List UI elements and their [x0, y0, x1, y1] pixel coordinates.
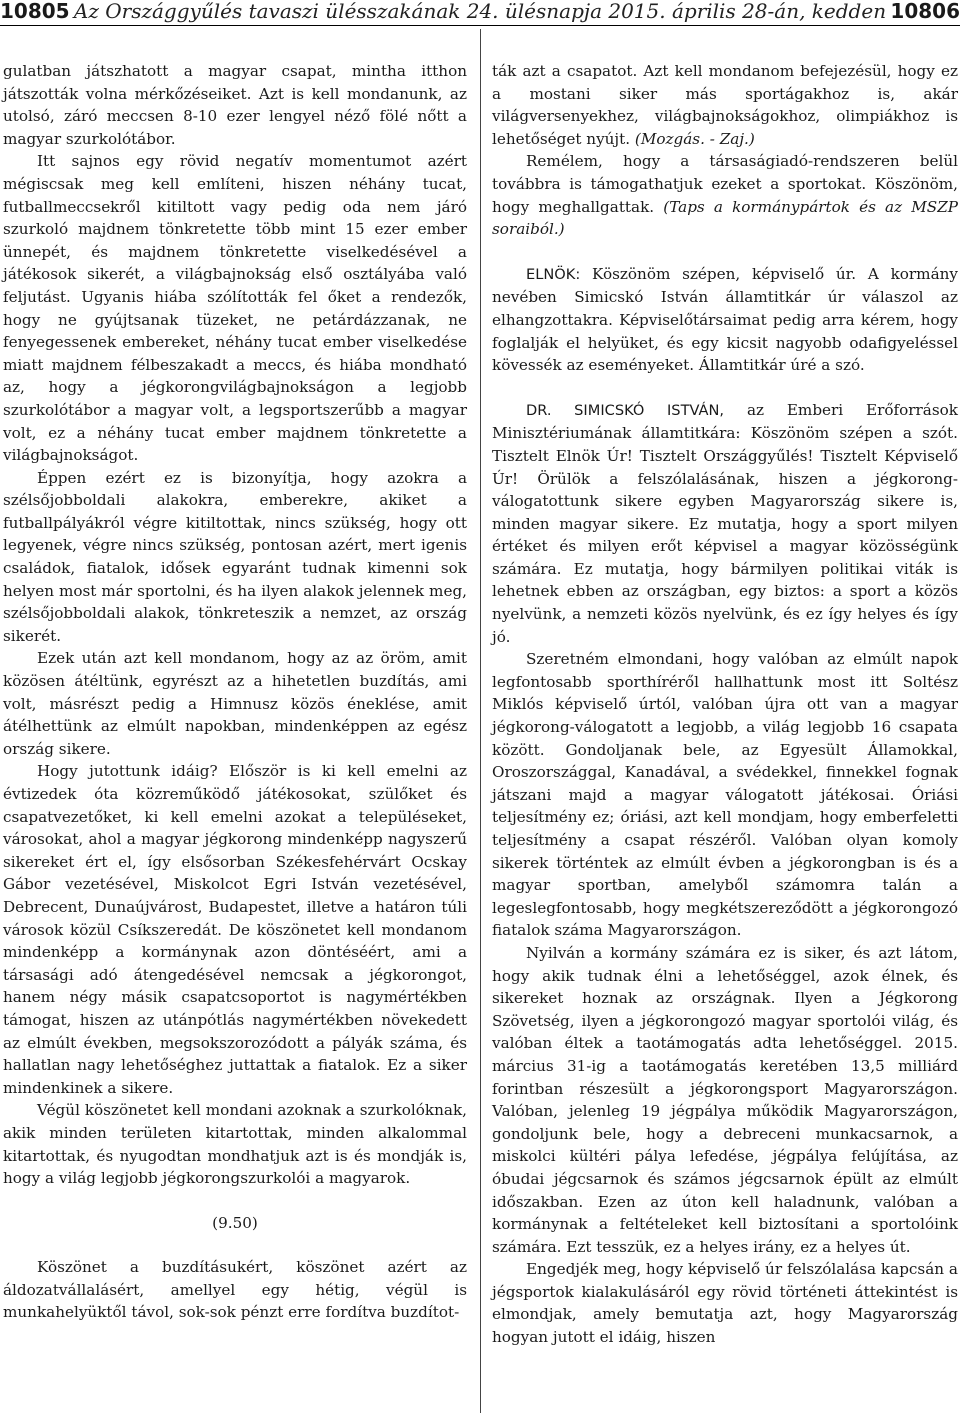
paragraph: Éppen ezért ez is bizonyítja, hogy azokra a szélsőjobboldali alakokra, emberekre, akiket a futballpályákról végre kitiltottak, nincs szükség, hogy ott legyenek, végre nincs szükség, pontosan azért, mert igenis családok, fiatalok, idősek egyaránt tudnak kimenni sok helyen most már sportolni, és ha ilyen alakok jelennek meg, szélsőjobboldali alakok, tönkreteszik a nemzet, az ország sikerét. — [3, 468, 467, 645]
header-rule — [0, 25, 960, 26]
paragraph: Engedjék meg, hogy képviselő úr felszólalása kapcsán a jégsportok kialakulásáról egy rövid történeti áttekintést is elmondjak, amely bemutatja azt, hogy Magyarország hogyan jutott el idáig, hiszen — [492, 1260, 958, 1347]
paragraph-text: Köszönöm szépen, képviselő úr. A kormány nevében Simicskó István államtitkár úr válaszol az elhangzottakra. Képviselőtársaimat pedig arra kérem, hogy foglalják el helyüket, és egy kicsit nagyobb odafigyeléssel kövessék az eseményeket. Államtitkár úré a szó. — [492, 264, 958, 375]
stage-direction: (Mozgás. - Zaj.) — [634, 129, 755, 148]
page-number-right: 10806 — [890, 0, 960, 23]
paragraph: Ezek után azt kell mondanom, hogy az az öröm, amit közösen átéltünk, egyrészt az a hihetetlen buzdítás, ami volt, másrészt pedig a Himnusz közös éneklése, amit átélhettünk az elmúlt napokban, mindenképpen az egész ország sikere. — [3, 649, 467, 758]
paragraph: gulatban játszhatott a magyar csapat, mintha itthon játszották volna mérkőzéseiket. Azt is kell mondanunk, az utolsó, záró meccsen 8-10 ezer lengyel néző fölé nőtt a magyar szurkolótábor. — [3, 62, 467, 148]
paragraph: Köszönet a buzdításukért, köszönet azért az áldozatvállalásért, amellyel egy hétig, végül is munkahelyüktől távol, sok-sok pénzt erre fordítva buzdítot- — [3, 1258, 467, 1322]
left-column — [3, 60, 467, 1324]
paragraph: Nyilván a kormány számára ez is siker, és azt látom, hogy akik tudnak élni a lehetőséggel, azok élnek, és sikereket hoznak az országnak. Ilyen a Jégkorong Szövetség, ilyen a jégkorongozó magyar sportolói világ, és valóban éltek a taotámogatás adta lehetőséggel. 2015. március 31-ig a taotámogatás keretében 13,5 milliárd forintban részesült a jégkorongsport Magyarországon. Valóban, jelenleg 19 jégpálya működik Magyarországon, gondoljunk bele, hogy a debreceni munkacsarnok, a miskolci kültéri pálya lefedése, jégpálya felújítása, az óbudai jégcsarnok és számos jégcsarnok épült az elmúlt időszakban. Ezen az úton kell haladnunk, valóban a kormánynak a feltételeket kell biztosítani a sportolóink számára. Ezt tesszük, ez a helyes irány, ez a helyes út. — [492, 943, 958, 1256]
page-number-left: 10805 — [0, 0, 70, 23]
paragraph: Hogy jutottunk idáig? Először is ki kell emelni az évtizedek óta közreműködő játékosokat, szülőket és csapatvezetőket, ki kell emelni azokat a településeket, városokat, ahol a magyar jégkorong mindenképp nagyszerű sikereket ért el, így elsősorban Székesfehérvárt Ocskay Gábor vezetésével, Miskolcot Egri István vezetésével, Debrecent, Dunaújvárost, Budapestet, illetve a határon túli városok közül Csíkszeredát. De köszönetet kell mondanom mindenképp a kormánynak azon döntéséért, ami a társasági adó átengedésével nemcsak a jégkorongot, hanem négy másik csapatcsoportot is nagymértékben támogat, hiszen az utánpótlás nagymértékben növekedett az elmúlt években, megsokszorozódott a pályák száma, és hallatlan nagy lehetőséghez juttattak a fiatalok. Ez a siker mindenkinek a sikere. — [3, 762, 467, 1097]
paragraph — [492, 399, 958, 649]
paragraph-text: az Emberi Erőforrások Minisztériumának államtitkára: Köszönöm szépen a szót. Tisztelt Elnök Úr! Tisztelt Országgyűlés! Tisztelt Képviselő Úr! Örülök a felszólalásának, hiszen a jégkorong-válogatottunk sikere egyben Magyarország sikere is, minden magyar sikere. Ez mutatja, hogy a sport milyen értéket és milyen erőt képvisel a magyar közösségünk számára. Ez mutatja, hogy bármilyen politikai viták is lehetnek ebben az országban, egy biztos: a sport a közös nyelvünk, a nemzeti közös nyelvünk, és ez így helyes és így jó. — [492, 400, 958, 646]
paragraph — [492, 150, 958, 240]
stage-direction: (Taps a kormánypártok és az MSZP soraiból.) — [492, 197, 958, 239]
speaker-name: DR. SIMICSKÓ ISTVÁN, — [526, 401, 725, 419]
paragraph-text: Remélem, hogy a társaságiadó-rendszeren belül továbbra is támogathatjuk ezeket a sportokat. Köszönöm, hogy meghallgattak. — [492, 152, 958, 216]
running-title: Az Országgyűlés tavaszi ülésszakának 24. ülésnapja 2015. április 28-án, kedden — [73, 0, 887, 23]
paragraph: Szeretném elmondani, hogy valóban az elmúlt napok legfontosabb sporthíréről hallhattunk most itt Soltész Miklós képviselő úrtól, valóban újra ott van a magyar jégkorong-válogatott a legjobb, a világ legjobb 16 csapata között. Gondoljanak bele, az Egyesült Államokkal, Oroszországgal, Kanadával, a svédekkel, finnekkel fognak játszani majd a magyar válogatott játékosai. Óriási teljesítmény ez; óriási, azt kell mondjam, hogy emberfeletti teljesítmény a csapat részéről. Valóban olyan komoly sikerek történtek az elmúlt évben a jégkorongban is és a magyar sportban, amelyből számomra talán a legeslegfontosabb, hogy megkétszereződött a jégkorongozó fiatalok száma Magyarországon. — [492, 650, 958, 940]
paragraph: Itt sajnos egy rövid negatív momentumot azért mégiscsak meg kell említeni, hiszen néhány tucat, futballmeccsekről kitiltott vagy pedig oda nem járó szurkoló majdnem tönkretette több mint 15 ezer ember ünnepét, és majdnem tönkretette viselkedésével a játékosok sikerét, a világbajnokság első osztályába való feljutást. Ugyanis hiába szólították fel őket a rendezők, hogy ne gyújtsanak tüzeket, ne petárdázzanak, ne fenyegessenek embereket, néhány tucat ember viselkedése miatt majdnem félbeszakadt a meccs, és hiába mondható az, hogy a jégkorongvilágbajnokságon a legjobb szurkolótábor a magyar volt, a legsportszerűbb a magyar volt, ez a néhány tucat ember majdnem tönkretette a világbajnokságot. — [3, 152, 467, 465]
paragraph-text: ták azt a csapatot. Azt kell mondanom befejezésül, hogy ez a mostani siker más sportágakhoz is, akár világversenyekhez, világbajnokságokhoz, olimpiákhoz is lehetőséget nyújt. — [492, 62, 958, 148]
right-column — [492, 60, 958, 1349]
paragraph — [492, 60, 958, 150]
speaker-name: ELNÖK: — [526, 265, 581, 283]
paragraph: Végül köszönetet kell mondani azoknak a szurkolóknak, akik minden területen kitartottak, minden alkalommal kitartottak, és nyugodtan mondhatjuk azt is és mondják is, hogy a világ legjobb jégkorongszurkolói a magyarok. — [3, 1101, 467, 1188]
paragraph — [492, 263, 958, 377]
timestamp: (9.50) — [212, 1213, 258, 1232]
column-divider — [480, 29, 481, 1413]
